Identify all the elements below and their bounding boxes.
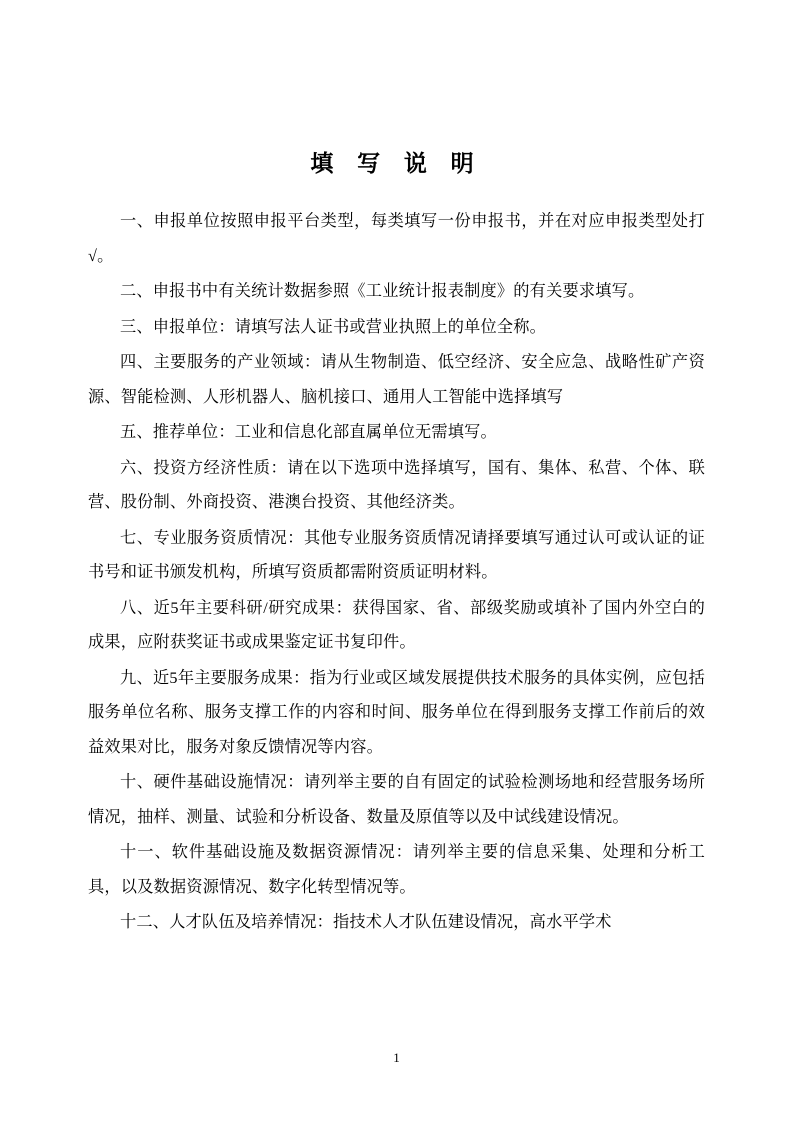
paragraph-9: 九、近5年主要服务成果：指为行业或区域发展提供技术服务的具体实例，应包括服务单位名称、服务支撑工作的内容和时间、服务单位在得到服务支撑工作前后的效益效果对比，服务对象反馈情况等内容。 (88, 668, 705, 756)
paragraph-8: 八、近5年主要科研/研究成果：获得国家、省、部级奖励或填补了国内外空白的成果，应附获奖证书或成果鉴定证书复印件。 (88, 598, 705, 651)
document-body (0, 204, 793, 940)
paragraph-2: 二、申报书中有关统计数据参照《工业统计报表制度》的有关要求填写。 (120, 282, 645, 300)
paragraph-6: 六、投资方经济性质：请在以下选项中选择填写，国有、集体、私营、个体、联营、股份制、外商投资、港澳台投资、其他经济类。 (88, 458, 705, 511)
paragraph-12: 十二、人才队伍及培养情况：指技术人才队伍建设情况，高水平学术 (120, 913, 612, 931)
paragraph-4: 四、主要服务的产业领域：请从生物制造、低空经济、安全应急、战略性矿产资源、智能检测、人形机器人、脑机接口、通用人工智能中选择填写 (88, 353, 705, 406)
page-number: 1 (393, 1050, 400, 1065)
paragraph-10: 十、硬件基础设施情况：请列举主要的自有固定的试验检测场地和经营服务场所情况，抽样、测量、试验和分析设备、数量及原值等以及中试线建设情况。 (88, 773, 705, 826)
paragraph-3: 三、申报单位：请填写法人证书或营业执照上的单位全称。 (120, 317, 547, 336)
paragraph-1: 一、申报单位按照申报平台类型，每类填写一份申报书，并在对应申报类型处打√。 (88, 212, 705, 265)
paragraph-5: 五、推荐单位：工业和信息化部直属单位无需填写。 (120, 423, 497, 441)
paragraph-7: 七、专业服务资质情况：其他专业服务资质情况请择要填写通过认可或认证的证书号和证书颁发机构，所填写资质都需附资质证明材料。 (88, 528, 705, 581)
page-title: 填 写 说 明 (310, 151, 483, 176)
paragraph-11: 十一、软件基础设施及数据资源情况：请列举主要的信息采集、处理和分析工具，以及数据资源情况、数字化转型情况等。 (88, 843, 705, 896)
